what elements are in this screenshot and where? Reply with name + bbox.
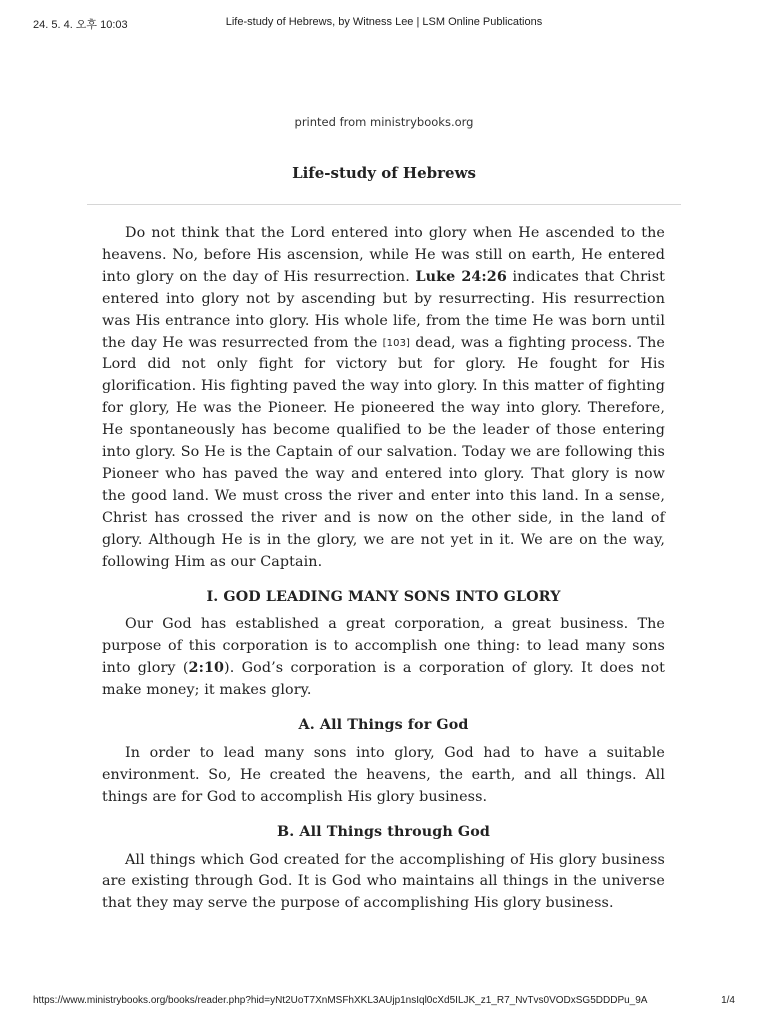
intro-text-2: indicates that Christ entered into glory not by ascending but by resurrecting. His resurrection was His entrance into glory. His whole life, from the time He was born until the day He was resurrected from the <box>102 268 665 351</box>
section-1-paragraph <box>102 614 665 702</box>
page-marker: [103] <box>382 337 411 349</box>
title-divider <box>87 204 681 205</box>
section-a-paragraph: In order to lead many sons into glory, God had to have a suitable environment. So, He created the heavens, the earth, and all things. All things are for God to accomplish His glory business. <box>102 744 665 805</box>
section-1-text-2: ). God’s corporation is a corporation of glory. It does not make money; it makes glory. <box>102 660 665 699</box>
section-heading-b: B. All Things through God <box>277 823 490 840</box>
book-title: Life-study of Hebrews <box>292 164 476 182</box>
section-1-text-1: Our God has established a great corporation, a great business. The purpose of this corporation is to accomplish one thing: to lead many sons into glory ( <box>102 616 665 677</box>
print-timestamp: 24. 5. 4. 오후 10:03 <box>33 19 128 31</box>
print-header <box>0 16 768 32</box>
section-heading-a: A. All Things for God <box>298 717 469 734</box>
intro-text-3: dead, was a fighting process. The Lord did not only fight for victory but for glory. He fought for His glorification. His fighting paved the way into glory. In this matter of fighting for glory, He was the Pioneer. He pioneered the way into glory. Therefore, He spontaneously has become qualified to be the leader of those entering into glory. So He is the Captain of our salvation. Today we are following this Pioneer who has paved the way and entered into glory. That glory is now the good land. We must cross the river and enter into this land. In a sense, Christ has crossed the river and is now on the other side, in the land of glory. Although He is in the glory, we are not yet in it. We are on the way, following Him as our Captain. <box>102 334 665 570</box>
print-page-title: Life-study of Hebrews, by Witness Lee | LSM Online Publications <box>225 16 543 28</box>
print-page-count: 1/4 <box>721 995 735 1006</box>
intro-text-1: Do not think that the Lord entered into glory when He ascended to the heavens. No, before His ascension, while He was still on earth, He entered into glory on the day of His resurrection. <box>102 225 665 285</box>
section-heading-1: I. GOD LEADING MANY SONS INTO GLORY <box>206 588 561 605</box>
scripture-link-luke-24-26[interactable]: Luke 24:26 <box>415 268 507 285</box>
article-body <box>102 223 665 915</box>
intro-paragraph <box>102 223 665 574</box>
print-footer <box>0 995 768 1011</box>
print-url: https://www.ministrybooks.org/books/reader.php?hid=yNt2UoT7XnMSFhXKL3AUjp1nsIql0cXd5ILJK_z1_R7_NvTvs0VODxSG5DDDPu_9A <box>33 995 648 1006</box>
printed-from-note: printed from ministrybooks.org <box>294 115 474 129</box>
section-b-paragraph: All things which God created for the accomplishing of His glory business are existing through God. It is God who maintains all things in the universe that they may serve the purpose of accomplishing His glory business. <box>102 851 665 912</box>
scripture-link-2-10[interactable]: 2:10 <box>188 660 225 677</box>
